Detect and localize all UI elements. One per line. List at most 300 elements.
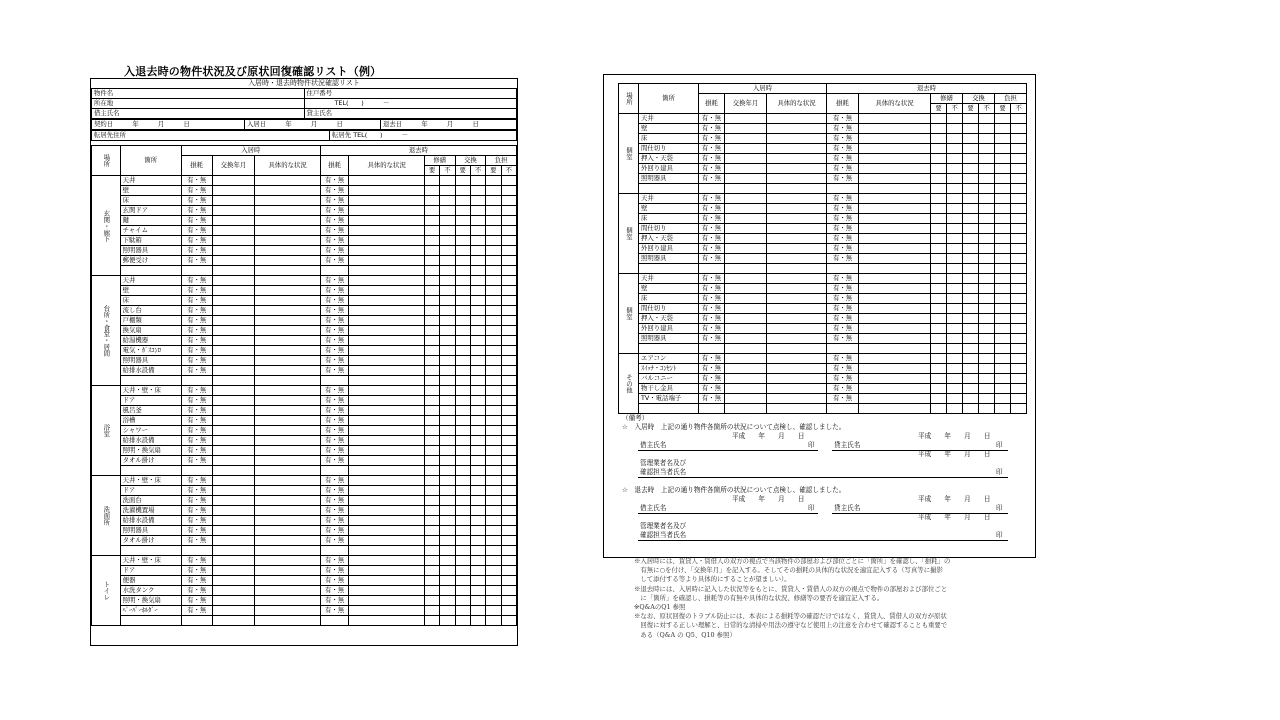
replace-year-cell[interactable] — [212, 426, 255, 436]
replace-year-cell[interactable] — [725, 394, 767, 404]
check-cell[interactable] — [501, 426, 516, 436]
movein-detail-cell[interactable] — [255, 496, 320, 506]
check-cell[interactable] — [486, 206, 501, 216]
moveout-detail-cell[interactable] — [349, 356, 425, 366]
movein-presence[interactable]: 有・無 — [181, 396, 212, 406]
replace-year-cell[interactable] — [725, 374, 767, 384]
check-cell[interactable] — [501, 366, 516, 376]
check-cell[interactable] — [995, 164, 1011, 174]
replace-year-cell[interactable] — [212, 576, 255, 586]
check-cell[interactable] — [486, 386, 501, 396]
check-cell[interactable] — [963, 354, 979, 364]
check-cell[interactable] — [931, 394, 947, 404]
replace-year-cell[interactable] — [212, 216, 255, 226]
check-cell[interactable] — [486, 476, 501, 486]
moveout-detail-cell[interactable] — [859, 164, 931, 174]
blank-cell[interactable] — [455, 466, 470, 476]
movein-presence[interactable]: 有・無 — [181, 216, 212, 226]
check-cell[interactable] — [486, 236, 501, 246]
blank-cell[interactable] — [181, 266, 212, 276]
check-cell[interactable] — [931, 134, 947, 144]
check-cell[interactable] — [470, 416, 485, 426]
check-cell[interactable] — [424, 456, 439, 466]
check-cell[interactable] — [931, 204, 947, 214]
replace-year-cell[interactable] — [725, 154, 767, 164]
check-cell[interactable] — [979, 134, 995, 144]
moveout-detail-cell[interactable] — [349, 436, 425, 446]
check-cell[interactable] — [486, 496, 501, 506]
moveout-detail-cell[interactable] — [859, 214, 931, 224]
moveout-detail-cell[interactable] — [349, 476, 425, 486]
check-cell[interactable] — [963, 254, 979, 264]
moveout-detail-cell[interactable] — [349, 496, 425, 506]
check-cell[interactable] — [947, 374, 963, 384]
blank-cell[interactable] — [725, 264, 767, 274]
check-cell[interactable] — [470, 476, 485, 486]
movein-detail-cell[interactable] — [255, 456, 320, 466]
check-cell[interactable] — [424, 606, 439, 616]
check-cell[interactable] — [470, 426, 485, 436]
moveout-presence[interactable]: 有・無 — [320, 586, 349, 596]
moveout-presence[interactable]: 有・無 — [320, 176, 349, 186]
blank-cell[interactable] — [1011, 264, 1027, 274]
replace-year-cell[interactable] — [212, 286, 255, 296]
movein-detail-cell[interactable] — [255, 486, 320, 496]
blank-cell[interactable] — [349, 616, 425, 626]
movein-presence[interactable]: 有・無 — [699, 324, 725, 334]
check-cell[interactable] — [455, 416, 470, 426]
blank-cell[interactable] — [979, 404, 995, 414]
moveout-detail-cell[interactable] — [349, 236, 425, 246]
movein-detail-cell[interactable] — [767, 284, 827, 294]
moveout-presence[interactable]: 有・無 — [827, 164, 859, 174]
replace-year-cell[interactable] — [212, 526, 255, 536]
replace-year-cell[interactable] — [725, 254, 767, 264]
moveout-detail-cell[interactable] — [349, 526, 425, 536]
movein-detail-cell[interactable] — [255, 526, 320, 536]
check-cell[interactable] — [470, 526, 485, 536]
movein-detail-cell[interactable] — [255, 196, 320, 206]
check-cell[interactable] — [947, 224, 963, 234]
moveout-detail-cell[interactable] — [349, 206, 425, 216]
replace-year-cell[interactable] — [725, 204, 767, 214]
check-cell[interactable] — [995, 124, 1011, 134]
check-cell[interactable] — [501, 296, 516, 306]
check-cell[interactable] — [470, 236, 485, 246]
moveout-detail-cell[interactable] — [349, 516, 425, 526]
check-cell[interactable] — [440, 246, 455, 256]
check-cell[interactable] — [979, 384, 995, 394]
check-cell[interactable] — [440, 576, 455, 586]
blank-cell[interactable] — [995, 264, 1011, 274]
movein-presence[interactable]: 有・無 — [699, 224, 725, 234]
check-cell[interactable] — [947, 164, 963, 174]
movein-detail-cell[interactable] — [767, 174, 827, 184]
check-cell[interactable] — [501, 556, 516, 566]
check-cell[interactable] — [424, 366, 439, 376]
moveout-presence[interactable]: 有・無 — [320, 516, 349, 526]
check-cell[interactable] — [979, 214, 995, 224]
check-cell[interactable] — [470, 316, 485, 326]
moveout-detail-cell[interactable] — [349, 246, 425, 256]
check-cell[interactable] — [1011, 254, 1027, 264]
check-cell[interactable] — [501, 526, 516, 536]
check-cell[interactable] — [486, 486, 501, 496]
replace-year-cell[interactable] — [725, 224, 767, 234]
check-cell[interactable] — [455, 346, 470, 356]
blank-cell[interactable] — [486, 266, 501, 276]
moveout-presence[interactable]: 有・無 — [320, 426, 349, 436]
blank-cell[interactable] — [440, 266, 455, 276]
blank-cell[interactable] — [470, 266, 485, 276]
moveout-presence[interactable]: 有・無 — [827, 294, 859, 304]
check-cell[interactable] — [931, 284, 947, 294]
check-cell[interactable] — [1011, 224, 1027, 234]
movein-detail-cell[interactable] — [255, 536, 320, 546]
replace-year-cell[interactable] — [212, 296, 255, 306]
blank-cell[interactable] — [255, 466, 320, 476]
moveout-detail-cell[interactable] — [859, 364, 931, 374]
check-cell[interactable] — [470, 246, 485, 256]
blank-cell[interactable] — [255, 546, 320, 556]
check-cell[interactable] — [455, 556, 470, 566]
moveout-detail-cell[interactable] — [349, 576, 425, 586]
blank-cell[interactable] — [470, 466, 485, 476]
moveout-detail-cell[interactable] — [349, 426, 425, 436]
movein-presence[interactable]: 有・無 — [181, 516, 212, 526]
movein-presence[interactable]: 有・無 — [181, 346, 212, 356]
movein-detail-cell[interactable] — [255, 606, 320, 616]
check-cell[interactable] — [995, 384, 1011, 394]
movein-detail-cell[interactable] — [255, 316, 320, 326]
moveout-detail-cell[interactable] — [349, 366, 425, 376]
moveout-presence[interactable]: 有・無 — [320, 436, 349, 446]
check-cell[interactable] — [486, 306, 501, 316]
check-cell[interactable] — [931, 154, 947, 164]
moveout-presence[interactable]: 有・無 — [320, 486, 349, 496]
check-cell[interactable] — [995, 374, 1011, 384]
check-cell[interactable] — [470, 366, 485, 376]
moveout-detail-cell[interactable] — [859, 144, 931, 154]
movein-presence[interactable]: 有・無 — [699, 384, 725, 394]
movein-presence[interactable]: 有・無 — [699, 194, 725, 204]
check-cell[interactable] — [440, 426, 455, 436]
check-cell[interactable] — [470, 226, 485, 236]
moveout-detail-cell[interactable] — [859, 284, 931, 294]
movein-detail-cell[interactable] — [767, 194, 827, 204]
movein-detail-cell[interactable] — [255, 566, 320, 576]
check-cell[interactable] — [486, 276, 501, 286]
moveout-detail-cell[interactable] — [349, 596, 425, 606]
check-cell[interactable] — [501, 396, 516, 406]
check-cell[interactable] — [1011, 294, 1027, 304]
check-cell[interactable] — [931, 364, 947, 374]
movein-presence[interactable]: 有・無 — [699, 374, 725, 384]
blank-cell[interactable] — [455, 546, 470, 556]
moveout-presence[interactable]: 有・無 — [827, 314, 859, 324]
moveout-presence[interactable]: 有・無 — [320, 306, 349, 316]
check-cell[interactable] — [947, 134, 963, 144]
movein-detail-cell[interactable] — [255, 426, 320, 436]
movein-detail-cell[interactable] — [255, 306, 320, 316]
check-cell[interactable] — [1011, 144, 1027, 154]
movein-detail-cell[interactable] — [255, 406, 320, 416]
check-cell[interactable] — [1011, 194, 1027, 204]
check-cell[interactable] — [947, 114, 963, 124]
moveout-detail-cell[interactable] — [859, 374, 931, 384]
check-cell[interactable] — [424, 246, 439, 256]
moveout-detail-cell[interactable] — [859, 354, 931, 364]
check-cell[interactable] — [995, 144, 1011, 154]
blank-cell[interactable] — [1011, 344, 1027, 354]
replace-year-cell[interactable] — [212, 346, 255, 356]
check-cell[interactable] — [1011, 244, 1027, 254]
check-cell[interactable] — [963, 274, 979, 284]
moveout-presence[interactable]: 有・無 — [320, 326, 349, 336]
check-cell[interactable] — [440, 416, 455, 426]
blank-cell[interactable] — [212, 546, 255, 556]
moveout-detail-cell[interactable] — [349, 486, 425, 496]
movein-presence[interactable]: 有・無 — [181, 316, 212, 326]
check-cell[interactable] — [963, 114, 979, 124]
movein-presence[interactable]: 有・無 — [181, 306, 212, 316]
blank-cell[interactable] — [255, 376, 320, 386]
moveout-presence[interactable]: 有・無 — [320, 396, 349, 406]
check-cell[interactable] — [424, 226, 439, 236]
replace-year-cell[interactable] — [212, 446, 255, 456]
check-cell[interactable] — [1011, 164, 1027, 174]
check-cell[interactable] — [979, 174, 995, 184]
check-cell[interactable] — [470, 446, 485, 456]
movein-detail-cell[interactable] — [255, 246, 320, 256]
check-cell[interactable] — [995, 274, 1011, 284]
check-cell[interactable] — [486, 296, 501, 306]
moveout-presence[interactable]: 有・無 — [320, 416, 349, 426]
moveout-presence[interactable]: 有・無 — [827, 364, 859, 374]
moveout-presence[interactable]: 有・無 — [827, 354, 859, 364]
check-cell[interactable] — [995, 174, 1011, 184]
check-cell[interactable] — [486, 286, 501, 296]
movein-detail-cell[interactable] — [767, 314, 827, 324]
check-cell[interactable] — [931, 234, 947, 244]
moveout-detail-cell[interactable] — [859, 314, 931, 324]
movein-detail-cell[interactable] — [767, 234, 827, 244]
check-cell[interactable] — [501, 276, 516, 286]
check-cell[interactable] — [470, 506, 485, 516]
check-cell[interactable] — [424, 596, 439, 606]
blank-cell[interactable] — [320, 616, 349, 626]
check-cell[interactable] — [455, 186, 470, 196]
movein-presence[interactable]: 有・無 — [181, 336, 212, 346]
check-cell[interactable] — [486, 356, 501, 366]
check-cell[interactable] — [931, 304, 947, 314]
check-cell[interactable] — [1011, 234, 1027, 244]
check-cell[interactable] — [455, 596, 470, 606]
check-cell[interactable] — [995, 314, 1011, 324]
moveout-presence[interactable]: 有・無 — [320, 276, 349, 286]
movein-presence[interactable]: 有・無 — [181, 556, 212, 566]
moveout-presence[interactable]: 有・無 — [827, 234, 859, 244]
moveout-detail-cell[interactable] — [349, 566, 425, 576]
blank-cell[interactable] — [827, 344, 859, 354]
movein-presence[interactable]: 有・無 — [699, 154, 725, 164]
check-cell[interactable] — [424, 576, 439, 586]
check-cell[interactable] — [979, 304, 995, 314]
check-cell[interactable] — [501, 506, 516, 516]
movein-presence[interactable]: 有・無 — [181, 326, 212, 336]
movein-detail-cell[interactable] — [255, 416, 320, 426]
check-cell[interactable] — [931, 124, 947, 134]
check-cell[interactable] — [424, 316, 439, 326]
check-cell[interactable] — [501, 416, 516, 426]
check-cell[interactable] — [455, 336, 470, 346]
movein-detail-cell[interactable] — [255, 396, 320, 406]
moveout-detail-cell[interactable] — [349, 276, 425, 286]
movein-detail-cell[interactable] — [255, 216, 320, 226]
check-cell[interactable] — [963, 144, 979, 154]
check-cell[interactable] — [995, 254, 1011, 264]
check-cell[interactable] — [501, 306, 516, 316]
check-cell[interactable] — [424, 506, 439, 516]
moveout-detail-cell[interactable] — [349, 586, 425, 596]
movein-detail-cell[interactable] — [767, 304, 827, 314]
check-cell[interactable] — [455, 606, 470, 616]
check-cell[interactable] — [486, 406, 501, 416]
check-cell[interactable] — [470, 286, 485, 296]
check-cell[interactable] — [995, 244, 1011, 254]
blank-cell[interactable] — [424, 376, 439, 386]
replace-year-cell[interactable] — [725, 194, 767, 204]
check-cell[interactable] — [424, 396, 439, 406]
check-cell[interactable] — [424, 486, 439, 496]
moveout-presence[interactable]: 有・無 — [827, 174, 859, 184]
moveout-detail-cell[interactable] — [349, 306, 425, 316]
blank-cell[interactable] — [963, 404, 979, 414]
blank-cell[interactable] — [181, 466, 212, 476]
movein-presence[interactable]: 有・無 — [181, 476, 212, 486]
check-cell[interactable] — [440, 506, 455, 516]
check-cell[interactable] — [440, 256, 455, 266]
blank-cell[interactable] — [501, 616, 516, 626]
check-cell[interactable] — [424, 536, 439, 546]
check-cell[interactable] — [455, 576, 470, 586]
blank-cell[interactable] — [320, 266, 349, 276]
check-cell[interactable] — [1011, 394, 1027, 404]
check-cell[interactable] — [963, 374, 979, 384]
check-cell[interactable] — [424, 276, 439, 286]
check-cell[interactable] — [455, 356, 470, 366]
movein-detail-cell[interactable] — [255, 286, 320, 296]
check-cell[interactable] — [424, 256, 439, 266]
check-cell[interactable] — [963, 204, 979, 214]
blank-cell[interactable] — [725, 344, 767, 354]
check-cell[interactable] — [424, 516, 439, 526]
check-cell[interactable] — [440, 396, 455, 406]
moveout-detail-cell[interactable] — [349, 406, 425, 416]
check-cell[interactable] — [1011, 174, 1027, 184]
check-cell[interactable] — [1011, 274, 1027, 284]
replace-year-cell[interactable] — [212, 406, 255, 416]
moveout-detail-cell[interactable] — [859, 254, 931, 264]
check-cell[interactable] — [424, 386, 439, 396]
movein-presence[interactable]: 有・無 — [699, 314, 725, 324]
blank-cell[interactable] — [947, 264, 963, 274]
moveout-presence[interactable]: 有・無 — [320, 316, 349, 326]
movein-presence[interactable]: 有・無 — [699, 394, 725, 404]
moveout-presence[interactable]: 有・無 — [320, 196, 349, 206]
check-cell[interactable] — [424, 406, 439, 416]
movein-detail-cell[interactable] — [255, 326, 320, 336]
moveout-presence[interactable]: 有・無 — [827, 134, 859, 144]
check-cell[interactable] — [424, 306, 439, 316]
check-cell[interactable] — [501, 346, 516, 356]
check-cell[interactable] — [470, 196, 485, 206]
check-cell[interactable] — [501, 246, 516, 256]
replace-year-cell[interactable] — [212, 506, 255, 516]
blank-cell[interactable] — [486, 466, 501, 476]
blank-cell[interactable] — [424, 616, 439, 626]
movein-presence[interactable]: 有・無 — [181, 436, 212, 446]
check-cell[interactable] — [424, 446, 439, 456]
check-cell[interactable] — [947, 194, 963, 204]
moveout-presence[interactable]: 有・無 — [827, 194, 859, 204]
movein-presence[interactable]: 有・無 — [181, 536, 212, 546]
blank-cell[interactable] — [699, 344, 725, 354]
replace-year-cell[interactable] — [212, 386, 255, 396]
blank-cell[interactable] — [827, 184, 859, 194]
replace-year-cell[interactable] — [212, 496, 255, 506]
moveout-detail-cell[interactable] — [349, 186, 425, 196]
moveout-presence[interactable]: 有・無 — [320, 216, 349, 226]
check-cell[interactable] — [455, 446, 470, 456]
check-cell[interactable] — [947, 204, 963, 214]
moveout-presence[interactable]: 有・無 — [320, 566, 349, 576]
replace-year-cell[interactable] — [725, 244, 767, 254]
check-cell[interactable] — [931, 384, 947, 394]
movein-detail-cell[interactable] — [767, 214, 827, 224]
movein-presence[interactable]: 有・無 — [181, 176, 212, 186]
check-cell[interactable] — [424, 356, 439, 366]
replace-year-cell[interactable] — [212, 586, 255, 596]
check-cell[interactable] — [486, 246, 501, 256]
check-cell[interactable] — [440, 516, 455, 526]
movein-detail-cell[interactable] — [255, 226, 320, 236]
movein-presence[interactable]: 有・無 — [181, 256, 212, 266]
movein-detail-cell[interactable] — [255, 346, 320, 356]
movein-presence[interactable]: 有・無 — [181, 246, 212, 256]
movein-presence[interactable]: 有・無 — [181, 276, 212, 286]
movein-detail-cell[interactable] — [255, 476, 320, 486]
check-cell[interactable] — [455, 476, 470, 486]
moveout-presence[interactable]: 有・無 — [320, 346, 349, 356]
replace-year-cell[interactable] — [212, 316, 255, 326]
check-cell[interactable] — [979, 284, 995, 294]
blank-cell[interactable] — [424, 266, 439, 276]
moveout-presence[interactable]: 有・無 — [320, 476, 349, 486]
moveout-presence[interactable]: 有・無 — [320, 506, 349, 516]
blank-cell[interactable] — [181, 546, 212, 556]
check-cell[interactable] — [931, 174, 947, 184]
moveout-detail-cell[interactable] — [859, 194, 931, 204]
check-cell[interactable] — [470, 486, 485, 496]
check-cell[interactable] — [486, 596, 501, 606]
movein-detail-cell[interactable] — [255, 446, 320, 456]
check-cell[interactable] — [455, 196, 470, 206]
replace-year-cell[interactable] — [725, 334, 767, 344]
moveout-presence[interactable]: 有・無 — [827, 324, 859, 334]
moveout-detail-cell[interactable] — [349, 536, 425, 546]
check-cell[interactable] — [470, 296, 485, 306]
